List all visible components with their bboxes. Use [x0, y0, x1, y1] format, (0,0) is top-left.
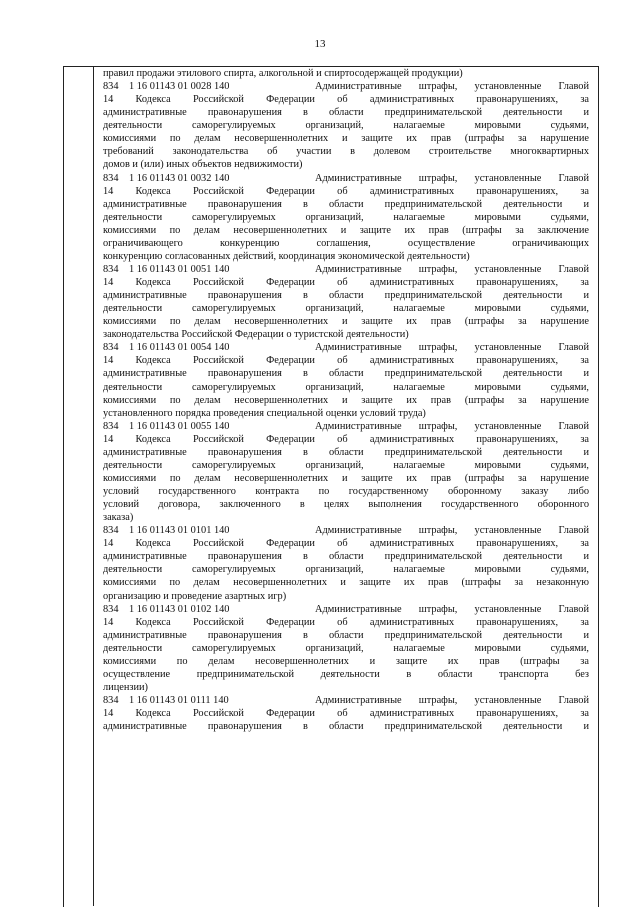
entry-description-line: законодательства Российской Федерации о туристской деятельности) [103, 329, 409, 341]
entry-description-line: деятельности саморегулируемых организаций, налагаемые мировыми судьями, [103, 459, 589, 471]
budget-classification-code: 1 16 01143 01 0028 140 [129, 81, 230, 93]
entry-description-line: административные правонарушения в области предпринимательской деятельности и [103, 290, 589, 302]
entry-description-line: 14 Кодекса Российской Федерации об административных правонарушениях, за [103, 94, 589, 106]
admin-code: 834 [103, 695, 119, 706]
budget-classification-code: 1 16 01143 01 0102 140 [129, 603, 230, 615]
budget-classification-code: 1 16 01143 01 0051 140 [129, 263, 230, 275]
entry-description-line: условий государственного контракта по государственному оборонному заказу либо [103, 486, 589, 497]
fine-entry [103, 524, 589, 602]
entry-description-line: комиссиями по делам несовершеннолетних и защите их прав (штрафы за нарушение [103, 133, 589, 145]
entry-description-line: деятельности саморегулируемых организаций, налагаемые мировыми судьями, [103, 564, 589, 576]
entry-description-line: 14 Кодекса Российской Федерации об административных правонарушениях, за [103, 616, 589, 628]
entry-description-line: установленного порядка проведения специальной оценки условий труда) [103, 407, 426, 419]
entry-description-line: 14 Кодекса Российской Федерации об административных правонарушениях, за [103, 433, 589, 445]
entry-description-line: домов и (или) иных объектов недвижимости) [103, 159, 303, 171]
entry-description-line: требований законодательства об участии в долевом строительстве многоквартирных [103, 146, 589, 158]
admin-code: 834 [103, 525, 119, 537]
entry-code-line [103, 603, 589, 616]
entry-description-line: административные правонарушения в области предпринимательской деятельности и [103, 368, 589, 380]
entry-code-line [103, 524, 589, 537]
entry-description-line: деятельности саморегулируемых организаций, налагаемые мировыми судьями, [103, 211, 589, 223]
entry-code-line [103, 172, 589, 185]
budget-classification-code: 1 16 01143 01 0054 140 [129, 342, 230, 354]
admin-code: 834 [103, 342, 119, 354]
page-number: 13 [314, 38, 326, 50]
column-divider [93, 66, 94, 906]
entry-description-line: деятельности саморегулируемых организаций, налагаемые мировыми судьями, [103, 120, 589, 132]
entry-description-line: Административные штрафы, установленные Главой [315, 81, 589, 93]
entry-description-line: организацию и проведение азартных игр) [103, 590, 287, 602]
budget-classification-code: 1 16 01143 01 0101 140 [129, 525, 230, 537]
admin-code: 834 [103, 603, 119, 615]
entry-code-line [103, 263, 589, 276]
entry-description-line: комиссиями по делам несовершеннолетних и защите их прав (штрафы за нарушение [103, 472, 589, 484]
entry-description-line: комиссиями по делам несовершеннолетних и защите их прав (штрафы за нарушение [103, 394, 589, 406]
admin-code: 834 [103, 263, 119, 275]
entry-description-line: административные правонарушения в области предпринимательской деятельности и [103, 107, 589, 119]
table-text-column [103, 67, 589, 733]
budget-classification-code: 1 16 01143 01 0032 140 [129, 172, 230, 184]
entry-code-line [103, 694, 589, 707]
entry-description-line: условий договора, заключенного в целях выполнения государственного оборонного [103, 499, 589, 511]
entry-description-line: конкуренцию согласованных действий, координация экономической деятельности) [103, 250, 470, 262]
entry-description-line: Административные штрафы, установленные Главой [315, 342, 589, 354]
entry-description-line: Административные штрафы, установленные Главой [315, 603, 589, 615]
admin-code: 834 [103, 420, 119, 432]
fine-entry [103, 603, 589, 694]
entry-description-line: деятельности саморегулируемых организаций, налагаемые мировыми судьями, [103, 303, 589, 315]
entry-code-line [103, 341, 589, 354]
entry-description-line: Административные штрафы, установленные Главой [315, 172, 589, 184]
fine-entry [103, 694, 589, 733]
entry-description-line: 14 Кодекса Российской Федерации об административных правонарушениях, за [103, 185, 589, 197]
entry-description-line: административные правонарушения в области предпринимательской деятельности и [103, 198, 589, 210]
budget-classification-code: 1 16 01143 01 0055 140 [129, 420, 230, 432]
fine-entry [103, 420, 589, 525]
entries-list [103, 80, 589, 733]
entry-description-line: Административные штрафы, установленные Главой [315, 420, 589, 432]
entry-code-line [103, 420, 589, 433]
entry-description-line: 14 Кодекса Российской Федерации об административных правонарушениях, за [103, 355, 589, 367]
admin-code: 834 [103, 172, 119, 184]
fine-entry [103, 172, 589, 263]
entry-description-line: заказа) [103, 512, 134, 524]
entry-description-line: лицензии) [103, 681, 148, 693]
entry-description-line: комиссиями по делам несовершеннолетних и защите их прав (штрафы за нарушение [103, 316, 589, 328]
entry-description-line: осуществление предпринимательской деятельности в области транспорта без [103, 668, 589, 680]
entry-description-line: деятельности саморегулируемых организаций, налагаемые мировыми судьями, [103, 642, 589, 654]
entry-description-line: административные правонарушения в области предпринимательской деятельности и [103, 721, 589, 733]
intro-line: правил продажи этилового спирта, алкогольной и спиртосодержащей продукции) [103, 68, 463, 79]
entry-description-line: ограничивающего конкуренцию соглашения, осуществление ограничивающих [103, 237, 589, 249]
entry-description-line: административные правонарушения в области предпринимательской деятельности и [103, 629, 589, 641]
entry-description-line: административные правонарушения в области предпринимательской деятельности и [103, 446, 589, 458]
entry-description-line: 14 Кодекса Российской Федерации об административных правонарушениях, за [103, 538, 589, 550]
entry-code-line [103, 80, 589, 93]
fine-entry [103, 263, 589, 341]
entry-description-line: комиссиями по делам несовершеннолетних и защите их прав (штрафы за заключение [103, 224, 589, 236]
budget-classification-code: 1 16 01143 01 0111 140 [129, 695, 229, 706]
entry-description-line: 14 Кодекса Российской Федерации об административных правонарушениях, за [103, 277, 589, 288]
fine-entry [103, 341, 589, 419]
entry-description-line: комиссиями по делам несовершеннолетних и защите их прав (штрафы за незаконную [103, 577, 589, 589]
entry-description-line: 14 Кодекса Российской Федерации об административных правонарушениях, за [103, 708, 589, 720]
entry-description-line: Административные штрафы, установленные Главой [315, 263, 589, 275]
admin-code: 834 [103, 81, 119, 93]
entry-description-line: административные правонарушения в области предпринимательской деятельности и [103, 551, 589, 563]
entry-description-line: деятельности саморегулируемых организаций, налагаемые мировыми судьями, [103, 381, 589, 393]
entry-description-line: Административные штрафы, установленные Главой [315, 525, 589, 537]
entry-description-line: комиссиями по делам несовершеннолетних и защите их прав (штрафы за [103, 655, 589, 667]
fine-entry [103, 80, 589, 171]
entry-description-line: Административные штрафы, установленные Главой [315, 695, 589, 706]
